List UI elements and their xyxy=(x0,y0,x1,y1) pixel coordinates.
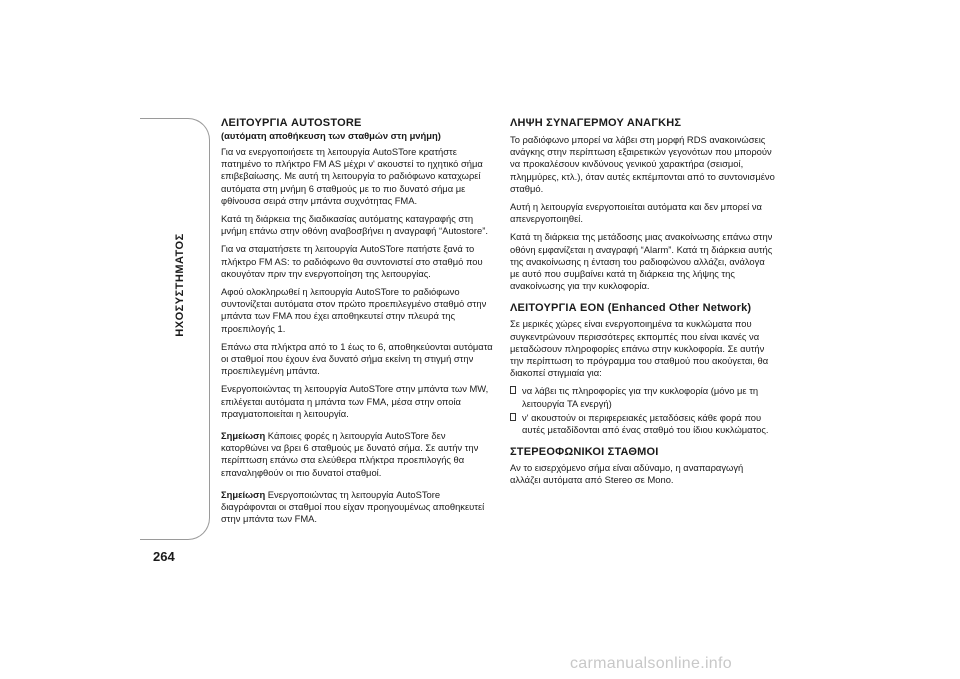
eon-bullet-list xyxy=(510,385,775,436)
paragraph: Αν το εισερχόμενο σήμα είναι αδύναμο, η αναπαραγωγή αλλάζει αυτόματα από Stereo σε Mono. xyxy=(510,462,744,486)
left-column xyxy=(221,117,493,531)
note-2-label: Σημείωση xyxy=(221,488,266,500)
autostore-subtitle: (αυτόματη αποθήκευση των σταθμών στη μνήμη) xyxy=(221,130,441,141)
eon-section xyxy=(510,302,775,436)
list-item: να λάβει τις πληροφορίες για την κυκλοφορία (μόνο με τη λειτουργία TA ενεργή) xyxy=(510,385,775,409)
paragraph: Κατά τη διάρκεια της διαδικασίας αυτόματης καταγραφής στη μνήμη επάνω στην οθόνη αναβοσβήνει η αναγραφή “Autostore”. xyxy=(221,213,488,237)
paragraph: Επάνω στα πλήκτρα από το 1 έως το 6, αποθηκεύονται αυτόματα οι σταθμοί που έχουν ένα δυνατό σήμα εκείνη τη στιγμή στην προεπιλεγμένη μπάντα. xyxy=(221,340,493,377)
paragraph: Αυτή η λειτουργία ενεργοποιείται αυτόματα και δεν μπορεί να απενεργοποιηθεί. xyxy=(510,201,762,225)
note-1-label: Σημείωση xyxy=(221,430,266,442)
paragraph: Για να σταματήσετε τη λειτουργία AutoSTore πατήστε ξανά το πλήκτρο FM AS: το ραδιόφωνο θα συντονιστεί στο σταθμό που ακουγόταν πριν την ενεργοποίηση της λειτουργίας. xyxy=(221,243,483,279)
paragraph: Το ραδιόφωνο μπορεί να λάβει στη μορφή RDS ανακοινώσεις ανάγκης στην περίπτωση εξαιρετικών γεγονότων που μπορούν να προκαλέσουν κινδύνους γενικού χαρακτήρα (σεισμοί, πλημμύρες, κτλ.), όταν αυτές εκπέμπονται από το συντονισμένο σταθμό. xyxy=(510,134,775,194)
chapter-side-label xyxy=(168,210,192,360)
right-column xyxy=(510,117,775,493)
chapter-side-label-text: ΗΧΟΣΥΣΤΗΜΑΤΟΣ xyxy=(174,233,186,337)
paragraph: Σε μερικές χώρες είναι ενεργοποιημένα τα κυκλώματα που συγκεντρώνουν περισσότερες εκπομπές που είναι ικανές να μεταδώσουν πληροφορίες επάνω στην κυκλοφορία. Σε αυτήν την περίπτωση το πρόγραμμα του σταθμού που ακούγεται, θα διακοπεί στιγμιαία για: xyxy=(510,318,769,379)
paragraph: Ενεργοποιώντας τη λειτουργία AutoSTore στην μπάντα των MW, επιλέγεται αυτόματα η μπάντα των FMA, μέσα στην οποία πραγματοποιείται η λειτουργία. xyxy=(221,383,489,419)
note-2 xyxy=(221,489,493,526)
paragraph: Κατά τη διάρκεια της μετάδοσης μιας ανακοίνωσης επάνω στην οθόνη εμφανίζεται η αναγραφή “Alarm”. Κατά τη διάρκεια αυτής της ανακοίνωσης η ένταση του ραδιοφώνου αλλάζει, ανάλογα με αυτό που συμβαίνει κατά τη διάρκεια της λήψης της ανακοίνωσης για την κυκλοφορία. xyxy=(510,231,773,292)
page-number: 264 xyxy=(153,549,175,564)
autostore-title: ΛΕΙΤΟΥΡΓΙΑ AUTOSTORE xyxy=(221,117,362,129)
stereo-title: ΣΤΕΡΕΟΦΩΝΙΚΟΙ ΣΤΑΘΜΟΙ xyxy=(510,446,659,459)
emergency-section xyxy=(510,117,775,292)
note-1-text: Κάποιες φορές η λειτουργία AutoSTore δεν κατορθώνει να βρει 6 σταθμούς με δυνατό σήμα. Σε αυτήν την περίπτωση επάνω στα ελεύθερα πλήκτρα προεπιλογής θα επαναληφθούν οι πιο δυνατοί σταθμοί. xyxy=(221,430,479,478)
watermark: carmanualsonline.info xyxy=(570,655,732,672)
stereo-section xyxy=(510,446,775,486)
checkbox-bullet-icon xyxy=(510,413,516,421)
list-item: ν' ακουστούν οι περιφερειακές μεταδόσεις κάθε φορά που αυτές μεταδίδονται από ένας σταθμό του ίδιου κυκλώματος. xyxy=(510,412,775,436)
checkbox-bullet-icon xyxy=(510,386,516,394)
paragraph: Για να ενεργοποιήσετε τη λειτουργία AutoSTore κρατήστε πατημένο το πλήκτρο FM AS μέχρι ν' ακουστεί το ηχητικό σήμα επιβεβαίωσης. Με αυτή τη λειτουργία το ραδιόφωνο καταχωρεί αυτόματα στη μνήμη 6 σταθμούς με το πιο δυνατό σήμα με φθίνουσα σειρά στην μπάντα συχνότητας FMA. xyxy=(221,146,483,206)
eon-title: ΛΕΙΤΟΥΡΓΙΑ EON (Enhanced Other Network) xyxy=(510,302,752,315)
emergency-title: ΛΗΨΗ ΣΥΝΑΓΕΡΜΟΥ ΑΝΑΓΚΗΣ xyxy=(510,117,682,129)
note-1 xyxy=(221,430,493,479)
note-2-text: Ενεργοποιώντας τη λειτουργία AutoSTore διαγράφονται οι σταθμοί που είχαν προηγουμένως αποθηκευτεί στην μπάντα των FMA. xyxy=(221,488,485,525)
paragraph: Αφού ολοκληρωθεί η λειτουργία AutoSTore το ραδιόφωνο συντονίζεται αυτόματα στον πρώτο προεπιλεγμένο σταθμό στην μπάντα των FMA που έχει αποθηκευτεί στην πλευρά της προεπιλογής 1. xyxy=(221,286,487,334)
